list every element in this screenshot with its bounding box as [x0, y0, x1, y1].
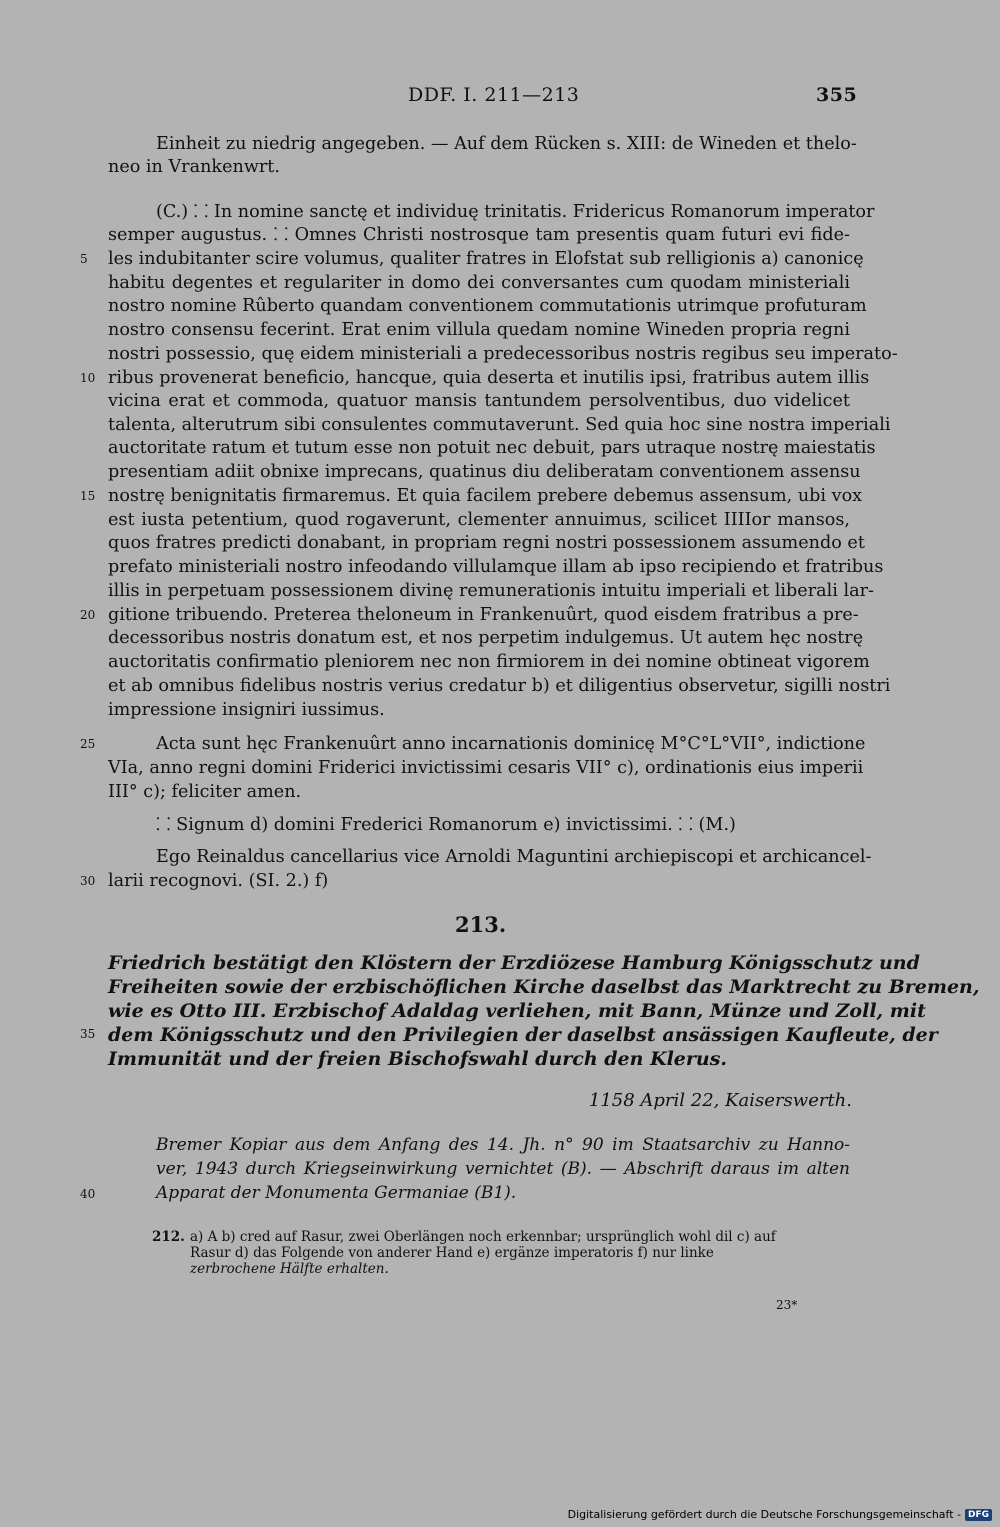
regest-line: Immunität und der freien Bischofswahl durch den Klerus.	[108, 1048, 728, 1070]
text-line: (C.) ⸬ In nomine sanctę et individuę trinitatis. Fridericus Romanorum imperator	[156, 202, 875, 222]
text-line: auctoritatis confirmatio pleniorem nec non firmiorem in dei nomine obtineat vigorem	[108, 652, 870, 672]
acta-line: III° c); feliciter amen.	[108, 782, 302, 802]
text-line: nostro nomine Rûberto quandam conventionem commutationis utrimque profuturam	[108, 296, 867, 316]
text-line: nostro consensu fecerint. Erat enim villula quedam nomine Wineden propria regni	[108, 320, 850, 340]
source-line: Bremer Kopiar aus dem Anfang des 14. Jh. n° 90 im Staatsarchiv zu Hanno-	[156, 1135, 850, 1155]
text-line: ribus provenerat beneficio, hancque, quia deserta et inutilis ipsi, fratribus autem illis	[108, 368, 870, 388]
text-line: nostri possessio, quę eidem ministeriali a predecessoribus nostris regibus seu imperato-	[108, 344, 898, 364]
line-number: 10	[80, 371, 96, 385]
line-number: 20	[80, 608, 96, 622]
dfg-logo: DFG	[965, 1509, 992, 1521]
page-number: 355	[816, 84, 858, 106]
recognition-line: Ego Reinaldus cancellarius vice Arnoldi Maguntini archiepiscopi et archicancel-	[156, 847, 872, 867]
text-line: prefato ministeriali nostro infeodando villulamque illam ab ipso recipiendo et fratribus	[108, 557, 884, 577]
text-line: et ab omnibus fidelibus nostris verius credatur b) et diligentius observetur, sigilli nostri	[108, 676, 891, 696]
line-number: 30	[80, 874, 96, 888]
acta-line: Acta sunt hęc Frankenuûrt anno incarnationis dominicę M°C°L°VII°, indictione	[156, 734, 866, 754]
line-number: 40	[80, 1187, 96, 1201]
regest-line: wie es Otto III. Erzbischof Adaldag verliehen, mit Bann, Münze und Zoll, mit	[108, 1000, 926, 1022]
regest-line: Freiheiten sowie der erzbischöflichen Kirche daselbst das Marktrecht zu Bremen,	[108, 976, 980, 998]
signature-mark: 23*	[776, 1298, 798, 1312]
footnote-line: Rasur d) das Folgende von anderer Hand e) ergänze imperatoris f) nur linke	[190, 1245, 714, 1261]
line-number: 15	[80, 489, 96, 503]
line-number: 35	[80, 1027, 96, 1041]
footnote-line: zerbrochene Hälfte erhalten.	[190, 1261, 389, 1277]
text-line: illis in perpetuam possessionem divinę remunerationis intuitu imperiali et liberali lar-	[108, 581, 874, 601]
text-line: quos fratres predicti donabant, in propriam regni nostri possessionem assumendo et	[108, 533, 865, 553]
intro-line: neo in Vrankenwrt.	[108, 157, 280, 177]
recognition-line: larii recognovi. (SI. 2.) f)	[108, 871, 329, 891]
footnote-label: 212.	[152, 1229, 185, 1245]
text-line: les indubitanter scire volumus, qualiter fratres in Elofstat sub relligionis a) canonicę	[108, 249, 864, 269]
text-line: semper augustus. ⸬ Omnes Christi nostrosque tam presentis quam futuri evi fide-	[108, 225, 850, 245]
text-line: est iusta petentium, quod rogaverunt, clementer annuimus, scilicet IIIIor mansos,	[108, 510, 850, 530]
footnote-line: a) A b) cred auf Rasur, zwei Oberlängen noch erkennbar; ursprünglich wohl dil c) auf	[190, 1229, 776, 1245]
source-line: ver, 1943 durch Kriegseinwirkung vernichtet (B). — Abschrift daraus im alten	[156, 1159, 850, 1179]
text-line: presentiam adiit obnixe imprecans, quatinus diu deliberatam conventionem assensu	[108, 462, 861, 482]
text-line: gitione tribuendo. Preterea theloneum in Frankenuûrt, quod eisdem fratribus a pre-	[108, 605, 859, 625]
text-line: auctoritate ratum et tutum esse non potuit nec debuit, pars utraque nostrę maiestatis	[108, 438, 876, 458]
regest-line: Friedrich bestätigt den Klöstern der Erzdiözese Hamburg Königsschutz und	[108, 952, 920, 974]
running-title: DDF. I. 211—213	[408, 84, 580, 106]
text-line: impressione insigniri iussimus.	[108, 700, 385, 720]
line-number: 5	[80, 252, 88, 266]
signum-line: ⸬ Signum d) domini Frederici Romanorum e) invictissimi. ⸬ (M.)	[156, 815, 736, 835]
regest-line: dem Königsschutz und den Privilegien der daselbst ansässigen Kaufleute, der	[108, 1024, 938, 1046]
digitization-footer	[568, 1508, 992, 1521]
source-line: Apparat der Monumenta Germaniae (B1).	[156, 1183, 517, 1203]
text-line: nostrę benignitatis firmaremus. Et quia facilem prebere debemus assensum, ubi vox	[108, 486, 863, 506]
text-line: habitu degentes et regulariter in domo dei conversantes cum quodam ministeriali	[108, 273, 850, 293]
text-line: decessoribus nostris donatum est, et nos perpetim indulgemus. Ut autem hęc nostrę	[108, 628, 864, 648]
footer-text: Digitalisierung gefördert durch die Deutsche Forschungsgemeinschaft -	[567, 1508, 961, 1521]
acta-line: VIa, anno regni domini Friderici invictissimi cesaris VII° c), ordinationis eius imperii	[108, 758, 864, 778]
document-number: 213.	[455, 912, 507, 937]
text-line: vicina erat et commoda, quatuor mansis tantundem persolventibus, duo videlicet	[108, 391, 850, 411]
text-line: talenta, alterutrum sibi consulentes commutaverunt. Sed quia hoc sine nostra imperiali	[108, 415, 891, 435]
document-date: 1158 April 22, Kaiserswerth.	[588, 1090, 852, 1111]
intro-line: Einheit zu niedrig angegeben. — Auf dem Rücken s. XIII: de Wineden et thelo-	[156, 134, 857, 154]
line-number: 25	[80, 737, 96, 751]
